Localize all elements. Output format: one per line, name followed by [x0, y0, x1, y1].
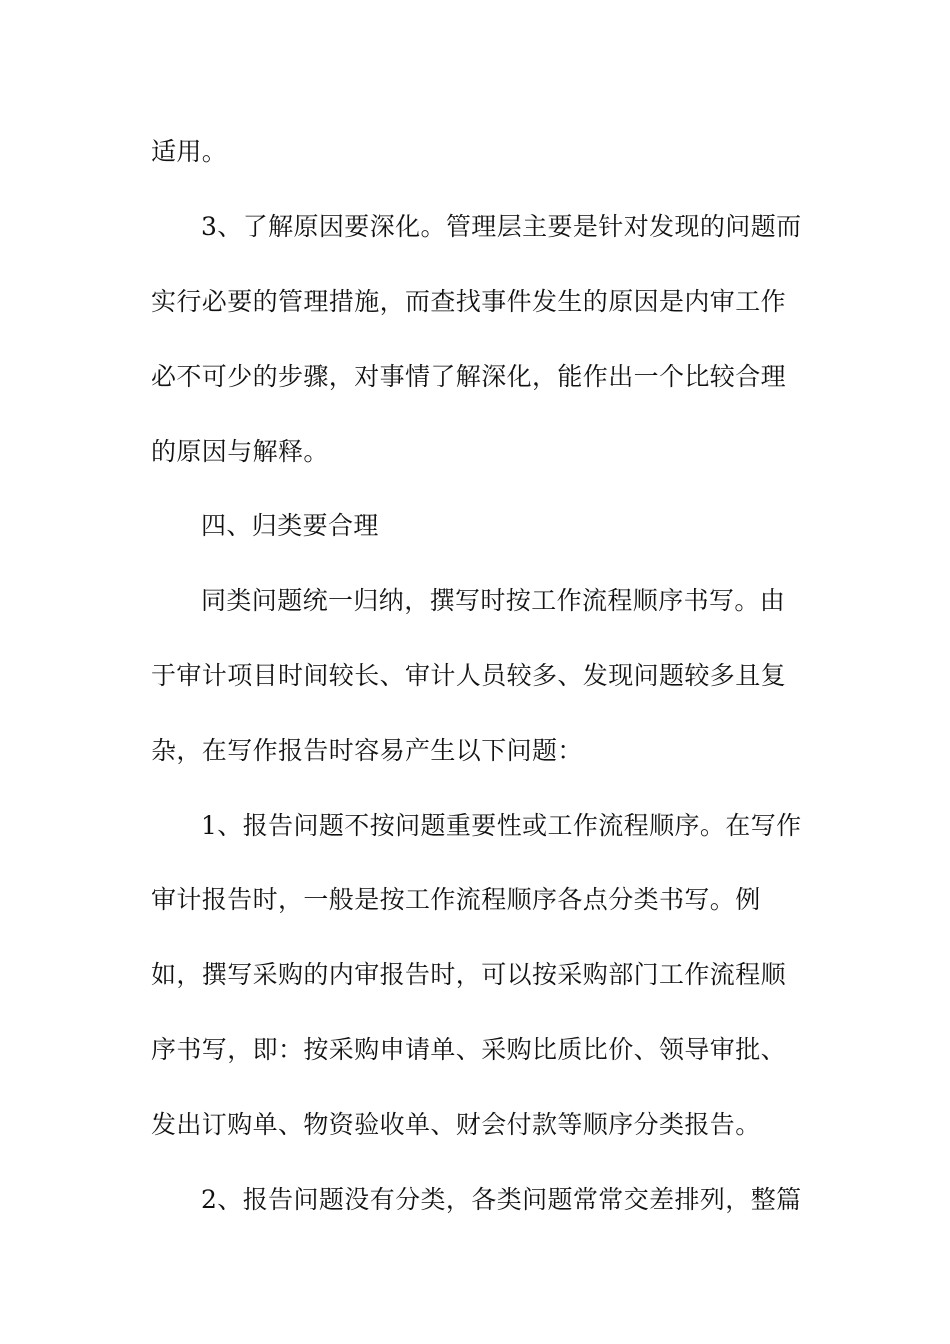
section-heading: 四、归类要合理	[201, 511, 379, 540]
paragraph-line: 的原因与解释。	[151, 437, 329, 466]
paragraph-line: 如，撰写采购的内审报告时，可以按采购部门工作流程顺	[151, 960, 787, 989]
paragraph-line: 发出订购单、物资验收单、财会付款等顺序分类报告。	[151, 1110, 761, 1139]
paragraph-line: 1、报告问题不按问题重要性或工作流程顺序。在写作	[201, 811, 802, 840]
paragraph-line: 序书写，即：按采购申请单、采购比质比价、领导审批、	[151, 1035, 787, 1064]
paragraph-line: 于审计项目时间较长、审计人员较多、发现问题较多且复	[151, 661, 787, 690]
paragraph-line: 审计报告时，一般是按工作流程顺序各点分类书写。例	[151, 885, 761, 914]
paragraph-line: 3、了解原因要深化。管理层主要是针对发现的问题而	[201, 212, 802, 241]
paragraph-line: 杂，在写作报告时容易产生以下问题：	[151, 736, 583, 765]
paragraph-line: 同类问题统一归纳，撰写时按工作流程顺序书写。由	[201, 586, 786, 615]
paragraph-line: 实行必要的管理措施，而查找事件发生的原因是内审工作	[151, 287, 787, 316]
paragraph-line: 适用。	[151, 137, 228, 166]
paragraph-line: 2、报告问题没有分类，各类问题常常交差排列，整篇	[201, 1185, 802, 1214]
paragraph-line: 必不可少的步骤，对事情了解深化，能作出一个比较合理	[151, 362, 787, 391]
